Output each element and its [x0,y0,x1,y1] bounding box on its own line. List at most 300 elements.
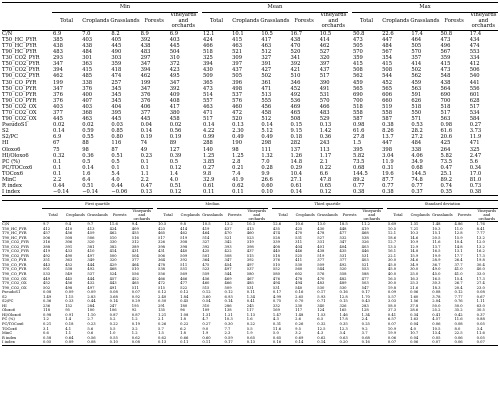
table-cell: 504 [169,49,180,56]
table-cell: 359 [440,55,451,62]
table-cell: 0.61 [202,183,215,190]
table-cell: 580 [272,272,280,277]
table-cell: 12.5 [317,326,326,331]
table-cell: 457 [109,276,117,281]
table-cell: 5.93 [317,294,326,299]
table-cell: 13.2 [476,244,485,249]
table-cell: 392 [180,258,188,263]
table-cell: 1.31 [202,312,211,317]
column-header-total: Total [60,17,74,24]
table-cell: 34.6 [410,258,419,263]
table-cell: 4.99 [272,294,282,299]
table-cell: 12.7 [387,240,397,245]
table-cell: 61.6 [440,128,453,135]
table-cell: 0.02 [53,122,65,129]
table-cell: 544 [224,272,232,277]
table-cell: 3.7 [361,331,368,336]
table-cell: 1.46 [339,312,348,317]
summary-table-min-mean-max [2,2,498,196]
table-cell: 4.0 [410,326,416,331]
row-label: T50_CO2_OX [2,276,27,281]
table-cell: 413 [246,226,254,231]
column-header-grasslands: Grasslands [317,213,338,217]
table-cell: 403 [361,244,369,249]
table-cell: 515 [246,253,254,258]
table-cell: 0.27 [202,322,211,327]
table-cell: 510 [290,73,301,80]
table-cell: 0.07 [387,322,397,327]
table-cell: 468 [109,267,117,272]
table-cell: 1.17 [319,152,332,159]
table-cell: 0.13 [319,122,332,129]
table-cell: 0.66 [180,335,189,340]
table-cell: 403 [82,103,93,110]
table-cell: 504 [131,253,139,258]
table-cell: 347 [140,61,151,68]
table-cell: 418 [111,67,122,74]
table-cell: 6.6 [319,170,328,177]
table-cell: 0.21 [232,164,244,171]
table-cell: −0.06 [111,189,128,196]
table-cell: 135 [157,308,166,313]
table-cell: 456 [202,276,210,281]
table-cell: 435 [339,249,347,254]
table-cell: 32.9 [202,177,215,184]
table-cell: 404 [111,103,122,110]
row-label: T70_HC_PYR [2,231,27,236]
table-cell: 517 [157,235,166,240]
table-cell: 25.1 [440,170,453,177]
table-cell: 37.8 [410,303,419,308]
table-cell: 413 [87,226,95,231]
table-cell: 144.5 [352,170,368,177]
table-cell: 401 [317,244,325,249]
table-cell: 452 [290,85,301,92]
row-label: T90_CO2_PYR [2,73,40,80]
table-cell: 124 [317,308,325,313]
table-cell: 40.0 [387,272,397,277]
table-cell: 5.82 [440,152,453,159]
column-header-vineyards-and-orchards: Vineyards and orchards [170,12,197,30]
table-cell: 1.56 [410,299,419,304]
table-cell: 415 [440,61,451,68]
table-cell: 0.13 [246,340,255,345]
table-cell: 1.2 [131,331,138,336]
table-cell: 462 [109,231,117,236]
column-header-total: Total [278,213,288,217]
table-cell: 7.21 [410,226,419,231]
table-cell: 380 [169,110,180,116]
table-cell: 7.7 [224,326,231,331]
table-cell: 0.74 [440,183,453,190]
table-cell: 0.04 [140,122,153,129]
row-label: T90_CO2_OX [2,116,37,123]
table-cell: 466 [224,281,232,286]
table-cell: 33.0 [476,272,485,277]
table-cell: 536 [290,97,301,104]
table-cell: 404 [339,244,347,249]
table-cell: 423 [169,67,180,74]
table-cell: 11.2 [361,222,370,226]
table-cell: 10.5 [319,30,332,37]
table-cell: 63.0 [476,303,485,308]
table-cell: 459 [87,231,95,236]
table-cell: 13.0 [317,222,326,226]
table-cell: 0.88 [476,317,485,322]
table-cell: 25.0 [410,272,419,277]
table-cell: 359 [111,61,122,68]
table-cell: 415 [82,67,93,74]
table-cell: 0.28 [261,164,273,171]
table-cell: 430 [317,226,325,231]
table-cell: 310 [169,55,180,62]
table-cell: 556 [157,272,166,277]
table-cell: 11.0 [454,226,463,231]
table-cell: 18.5 [339,222,348,226]
table-cell: 552 [272,267,280,272]
column-header-forests: Forests [144,17,164,24]
table-cell: 11.9 [469,134,482,141]
table-cell: 0.77 [411,183,423,190]
table-cell: 0.62 [232,183,244,190]
table-cell: 247 [109,303,117,308]
table-cell: 19.6 [382,170,394,177]
table-cell: 417 [169,103,180,110]
table-cell: 492 [290,91,301,98]
table-cell: 96 [180,308,185,313]
table-cell: 45.0 [432,272,441,277]
table-cell: 528 [272,235,280,240]
table-cell: 498 [232,85,243,92]
table-cell: 403 [53,103,63,110]
table-cell: 74 [140,140,148,147]
table-cell: 25.3 [410,281,419,286]
row-label: T50_CO2_OX [2,103,37,110]
table-cell: 0.14 [140,128,153,135]
table-cell: 509 [317,262,325,267]
table-cell: 0.14 [224,299,233,304]
table-cell: 0.38 [382,122,394,129]
table-cell: 0.12 [169,164,182,171]
table-cell: 0.1 [111,164,120,171]
table-cell: 0.12 [157,290,167,295]
table-cell: 6.9 [53,30,62,37]
table-cell: 417 [261,36,272,43]
table-cell: 0.15 [339,299,348,304]
table-cell: 0.34 [469,164,482,171]
table-cell: 16.1 [387,249,397,254]
table-cell: 628 [469,97,480,104]
table-cell: 548 [440,73,451,80]
table-cell: 1.4 [65,317,72,322]
table-cell: 570 [319,97,330,104]
table-cell: 7.77 [454,294,463,299]
table-cell: 334 [469,55,480,62]
table-cell: 0.77 [352,183,365,190]
table-cell: 433 [65,249,73,254]
table-cell: 556 [469,85,480,92]
table-cell: 372 [169,61,180,68]
table-cell: 144.5 [411,170,427,177]
table-cell: 0.98 [440,122,453,129]
table-cell: 415 [382,61,393,68]
table-cell: 9.5 [295,326,301,331]
table-cell: 382 [109,244,117,249]
table-cell: 496 [440,42,451,49]
table-cell: 495 [169,73,180,80]
table-cell: 9.7 [43,222,49,226]
column-header-vineyards-and-orchards: Vineyards and orchards [477,209,497,221]
table-cell: 27.1 [290,177,303,184]
table-cell: 3.60 [202,294,211,299]
table-cell: 1.32 [261,152,273,159]
table-cell: 474 [469,42,480,49]
table-cell: 519 [382,103,393,110]
table-cell: 438 [317,249,325,254]
table-cell: 0.85 [111,128,123,135]
table-cell: 502 [261,73,272,80]
table-cell: 518 [202,49,213,56]
table-cell: 537 [87,272,95,277]
table-cell: 471 [261,85,272,92]
table-cell: 567 [440,49,451,56]
table-cell: 0.53 [411,122,423,129]
table-cell: 502 [43,285,51,290]
table-cell: 525 [295,253,303,258]
table-cell: 10.4 [454,240,463,245]
table-cell: 5.6 [87,326,94,331]
table-cell: 492 [43,253,51,258]
table-cell: −0.14 [82,189,99,196]
table-cell: 385 [53,36,63,43]
table-cell: 1.13 [246,312,255,317]
table-cell: 558 [339,272,347,277]
table-cell: 284 [87,303,95,308]
table-cell: 0.51 [169,183,182,190]
table-cell: 16.5 [387,276,397,281]
table-cell: 0.07 [432,340,441,345]
table-cell: 5.82 [352,152,365,159]
table-cell: 0.51 [111,152,123,159]
table-cell: 477 [180,281,188,286]
table-cell: 2.4 [361,317,368,322]
row-label: T70_CO2_PYR [2,249,29,254]
table-cell: 11.6 [476,331,485,336]
table-cell: 100 [87,308,95,313]
table-cell: 0.55 [109,335,118,340]
table-cell: 1.42 [319,128,332,135]
table-cell: 15.4 [454,276,463,281]
table-cell: 506 [157,253,166,258]
table-cell: 0.09 [87,290,96,295]
table-cell: 0.13 [140,189,153,196]
table-cell: 0.17 [272,290,282,295]
row-label: PC/TOCox6 [2,164,33,171]
table-cell: 10.4 [290,170,303,177]
table-cell: 0.51 [82,183,94,190]
row-label: T90_CO2_PYR [2,253,29,258]
table-cell: 25.2 [432,308,441,313]
table-cell: 476 [272,276,280,281]
table-cell: 10.6 [295,222,304,226]
row-label: S2/PC [2,134,19,141]
row-label: C/N [2,30,13,37]
table-cell: 0.1 [53,158,62,165]
table-cell: 309 [232,55,243,62]
row-label: T50_HC_PYR [2,226,27,231]
table-cell: 293 [53,55,63,62]
table-cell: 438 [82,42,93,49]
row-label: T50_CO_PYR [2,262,27,267]
row-label: C/N [2,222,10,226]
table-cell: 316 [43,240,51,245]
column-header-grasslands: Grasslands [87,213,108,217]
row-label: T70_CO_PYR [2,91,37,98]
table-cell: 531 [339,253,347,258]
table-cell: 469 [290,103,301,110]
table-cell: 0.13 [232,122,244,129]
table-cell: 391 [65,244,73,249]
table-cell: 409 [169,91,180,98]
table-cell: 0.11 [202,189,215,196]
table-cell: 5.2 [109,317,116,322]
table-cell: 484 [82,49,93,56]
table-cell: 531 [295,235,303,240]
table-cell: 419 [43,249,51,254]
table-cell: 117 [246,308,254,313]
table-cell: 0.16 [339,290,348,295]
table-cell: 0.12 [319,189,332,196]
column-header-forests: Forests [444,17,464,24]
table-cell: 414 [411,61,422,68]
table-cell: 8.2 [111,30,120,37]
table-cell: 588 [361,272,369,277]
table-cell: 494 [272,281,280,286]
table-cell: 398 [382,146,393,153]
row-label: T90_HC_PYR [2,235,27,240]
table-cell: 0.05 [476,335,485,340]
table-cell: 257 [111,79,122,86]
table-cell: 1.4 [169,170,178,177]
table-cell: 398 [246,244,254,249]
table-cell: 165 [339,308,347,313]
row-label: T70_CO2_OX [2,281,27,286]
table-cell: 446 [295,249,303,254]
row-label: T70_CO2_OX [2,110,37,116]
table-cell: 12.9 [410,244,419,249]
table-cell: 2.2 [140,177,149,184]
table-cell: 432 [87,281,95,286]
table-cell: 490 [111,49,122,56]
table-cell: 3.1 [43,326,49,331]
table-cell: 512 [261,116,272,123]
table-cell: 587 [382,116,393,123]
row-label: T70_HC_PYR [2,42,37,49]
table-cell: 2.65 [295,294,304,299]
table-cell: 359 [352,55,363,62]
table-cell: 10.5 [202,222,211,226]
table-cell: 491 [109,285,117,290]
table-cell: 626 [411,97,422,104]
row-label: T90_CO2_OX [2,285,27,290]
table-cell: 9.7 [87,222,94,226]
table-cell: 449 [43,276,51,281]
table-cell: 36.7 [432,262,441,267]
table-cell: 601 [469,91,480,98]
table-cell: 0.56 [87,335,96,340]
table-cell: 503 [361,281,369,286]
table-cell: 425 [295,226,303,231]
table-cell: 1.26 [290,152,303,159]
table-cell: 0.14 [290,189,303,196]
table-cell: 338 [411,146,422,153]
column-header-croplands: Croplands [180,213,200,217]
table-cell: 471 [202,110,213,116]
column-header-total: Total [48,213,58,217]
table-cell: 6.93 [224,294,233,299]
table-cell: 363 [65,258,73,263]
table-cell: 437 [319,67,330,74]
table-cell: 394 [202,61,213,68]
table-cell: 8.9 [140,30,149,37]
table-cell: 456 [261,103,272,110]
table-cell: 483 [319,110,330,116]
table-cell: 0.70 [295,299,304,304]
table-cell: 518 [352,103,363,110]
table-cell: 1.8 [180,331,187,336]
table-cell: 50.0 [454,303,463,308]
table-cell: 510 [131,267,139,272]
table-cell: 0.26 [295,322,304,327]
table-cell: 569 [180,272,188,277]
table-cell: 9.8 [202,170,212,177]
table-cell: 580 [246,272,254,277]
table-cell: 462 [53,73,63,80]
stub-subheader [2,13,52,31]
table-cell: 0.09 [387,290,397,295]
table-cell: 497 [224,267,232,272]
table-cell: 106 [109,308,117,313]
table-cell: 553 [361,267,369,272]
table-cell: 4.0 [169,177,178,184]
table-cell: 520 [232,116,243,123]
table-cell: 243 [319,140,330,147]
table-cell: 521 [232,49,243,56]
table-cell: 74.8 [411,177,423,184]
table-cell: 28.9 [432,258,441,263]
table-cell: 308 [180,240,188,245]
table-cell: 303 [111,55,122,62]
table-cell: 464 [411,36,422,43]
table-cell: 459 [352,79,363,86]
row-label: S2 [2,128,9,135]
group-header-min: Min [52,3,198,13]
table-cell: 562 [352,73,363,80]
table-cell: 411 [295,258,303,263]
table-cell: 660 [382,97,393,104]
table-cell: 0.05 [432,335,441,340]
table-cell: 540 [295,285,303,290]
table-cell: 408 [272,244,280,249]
row-label: T70_CO_PYR [2,267,27,272]
table-cell: 320 [87,240,95,245]
table-cell: 0.08 [131,340,140,345]
table-cell: 553 [469,49,480,56]
table-cell: 73.5 [440,158,453,165]
table-cell: 562 [411,73,422,80]
table-cell: 98 [232,146,239,153]
table-cell: 591 [411,91,422,98]
